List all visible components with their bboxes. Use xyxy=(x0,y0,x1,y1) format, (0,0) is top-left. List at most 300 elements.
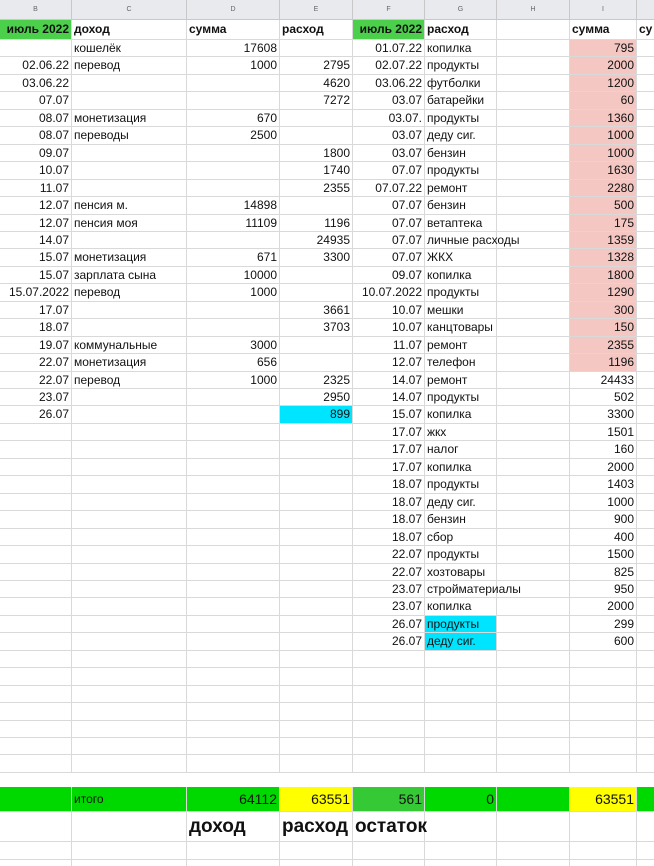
cell-income-amount[interactable] xyxy=(187,546,280,564)
column-header-h[interactable]: H xyxy=(497,0,570,20)
cell-empty[interactable] xyxy=(280,860,353,866)
cell-income-amount[interactable] xyxy=(187,459,280,476)
cell-income-amount[interactable]: 670 xyxy=(187,110,280,127)
cell-empty[interactable] xyxy=(497,494,570,511)
cell-date-2[interactable]: 07.07 xyxy=(353,232,425,249)
cell-date-1[interactable] xyxy=(0,476,72,494)
cell-expense[interactable]: 899 xyxy=(280,406,353,424)
cell-date-2[interactable]: 03.07. xyxy=(353,110,425,127)
total-remainder[interactable]: 561 xyxy=(353,787,425,812)
cell-income-name[interactable] xyxy=(72,92,187,110)
cell-income-name[interactable] xyxy=(72,476,187,494)
cell-income-name[interactable] xyxy=(72,406,187,424)
cell-empty[interactable] xyxy=(570,738,637,755)
cell-empty[interactable] xyxy=(637,389,654,406)
cell-date-2[interactable]: 03.07 xyxy=(353,145,425,162)
cell-expense-name[interactable]: налог xyxy=(425,441,497,459)
cell-empty[interactable] xyxy=(497,354,570,372)
cell-empty[interactable] xyxy=(72,668,187,686)
cell-date-1[interactable]: 19.07 xyxy=(0,337,72,354)
cell-empty[interactable] xyxy=(497,738,570,755)
cell-amount[interactable]: 1359 xyxy=(570,232,637,249)
cell-income-amount[interactable] xyxy=(187,494,280,511)
cell-expense[interactable] xyxy=(280,581,353,598)
cell-amount[interactable]: 1360 xyxy=(570,110,637,127)
cell-empty[interactable] xyxy=(637,598,654,616)
cell-income-name[interactable]: зарплата сына xyxy=(72,267,187,284)
cell-empty[interactable] xyxy=(637,703,654,721)
cell-amount[interactable]: 2000 xyxy=(570,598,637,616)
cell-empty[interactable] xyxy=(353,668,425,686)
cell-empty[interactable] xyxy=(353,703,425,721)
cell-empty[interactable] xyxy=(497,476,570,494)
cell-date-2[interactable]: 14.07 xyxy=(353,372,425,389)
cell-amount[interactable]: 299 xyxy=(570,616,637,633)
cell-empty[interactable] xyxy=(72,755,187,773)
cell-empty[interactable] xyxy=(637,75,654,92)
cell-date-2[interactable]: 18.07 xyxy=(353,476,425,494)
cell-date-1[interactable]: 08.07 xyxy=(0,110,72,127)
cell-empty[interactable] xyxy=(72,738,187,755)
total-edge[interactable] xyxy=(637,787,654,812)
cell-expense-name[interactable]: канцтовары xyxy=(425,319,497,337)
cell-expense[interactable]: 3300 xyxy=(280,249,353,267)
cell-empty[interactable] xyxy=(187,860,280,866)
cell-income-amount[interactable] xyxy=(187,476,280,494)
cell-date-1[interactable]: 26.07 xyxy=(0,406,72,424)
cell-expense[interactable] xyxy=(280,110,353,127)
cell-empty[interactable] xyxy=(353,842,425,860)
cell-expense[interactable]: 4620 xyxy=(280,75,353,92)
footer-empty[interactable] xyxy=(497,812,570,842)
cell-date-2[interactable]: 26.07 xyxy=(353,633,425,651)
cell-income-name[interactable] xyxy=(72,564,187,581)
column-header-d[interactable]: D xyxy=(187,0,280,20)
cell-empty[interactable] xyxy=(637,180,654,197)
cell-expense[interactable]: 2325 xyxy=(280,372,353,389)
cell-empty[interactable] xyxy=(497,564,570,581)
cell-empty[interactable] xyxy=(570,703,637,721)
cell-empty[interactable] xyxy=(637,633,654,651)
cell-empty[interactable] xyxy=(497,459,570,476)
cell-empty[interactable] xyxy=(637,197,654,215)
cell-empty[interactable] xyxy=(497,180,570,197)
cell-income-amount[interactable] xyxy=(187,180,280,197)
cell-date-2[interactable]: 23.07 xyxy=(353,581,425,598)
cell-date-1[interactable] xyxy=(0,494,72,511)
cell-date-1[interactable] xyxy=(0,546,72,564)
cell-date-1[interactable]: 15.07 xyxy=(0,267,72,284)
cell-empty[interactable] xyxy=(497,842,570,860)
cell-empty[interactable] xyxy=(497,267,570,284)
cell-date-1[interactable]: 12.07 xyxy=(0,197,72,215)
cell-empty[interactable] xyxy=(497,721,570,738)
cell-date-2[interactable]: 18.07 xyxy=(353,494,425,511)
cell-date-2[interactable]: 07.07 xyxy=(353,197,425,215)
column-header-j[interactable] xyxy=(637,0,654,20)
cell-empty[interactable] xyxy=(570,651,637,668)
cell-amount[interactable]: 1630 xyxy=(570,162,637,180)
cell-empty[interactable] xyxy=(637,511,654,529)
cell-date-1[interactable] xyxy=(0,529,72,546)
cell-income-amount[interactable] xyxy=(187,406,280,424)
cell-income-name[interactable] xyxy=(72,389,187,406)
cell-empty[interactable] xyxy=(637,738,654,755)
cell-empty[interactable] xyxy=(497,511,570,529)
cell-date-2[interactable]: 22.07 xyxy=(353,564,425,581)
cell-amount[interactable]: 150 xyxy=(570,319,637,337)
cell-date-1[interactable]: 11.07 xyxy=(0,180,72,197)
cell-expense-name[interactable]: батарейки xyxy=(425,92,497,110)
cell-empty[interactable] xyxy=(497,215,570,232)
cell-date-2[interactable]: 14.07 xyxy=(353,389,425,406)
cell-empty[interactable] xyxy=(425,755,497,773)
cell-expense-name[interactable]: продукты xyxy=(425,389,497,406)
cell-income-name[interactable]: перевод xyxy=(72,284,187,302)
cell-date-1[interactable]: 23.07 xyxy=(0,389,72,406)
cell-income-amount[interactable]: 3000 xyxy=(187,337,280,354)
cell-amount[interactable]: 1403 xyxy=(570,476,637,494)
cell-amount[interactable]: 1000 xyxy=(570,127,637,145)
cell-income-amount[interactable] xyxy=(187,633,280,651)
header-amount-2[interactable]: сумма xyxy=(570,20,637,40)
cell-amount[interactable]: 825 xyxy=(570,564,637,581)
total-expense[interactable]: 63551 xyxy=(280,787,353,812)
cell-date-2[interactable]: 15.07 xyxy=(353,406,425,424)
cell-empty[interactable] xyxy=(187,755,280,773)
cell-expense[interactable] xyxy=(280,476,353,494)
cell-date-2[interactable]: 07.07 xyxy=(353,162,425,180)
cell-empty[interactable] xyxy=(187,686,280,703)
cell-expense[interactable] xyxy=(280,546,353,564)
cell-expense-name[interactable]: продукты xyxy=(425,110,497,127)
cell-expense[interactable] xyxy=(280,616,353,633)
cell-date-2[interactable]: 10.07 xyxy=(353,319,425,337)
cell-income-amount[interactable] xyxy=(187,162,280,180)
cell-date-2[interactable]: 10.07.2022 xyxy=(353,284,425,302)
cell-expense[interactable] xyxy=(280,511,353,529)
cell-expense-name[interactable]: ветаптека xyxy=(425,215,497,232)
cell-expense-name[interactable]: деду сиг. xyxy=(425,494,497,511)
cell-empty[interactable] xyxy=(187,842,280,860)
cell-expense[interactable] xyxy=(280,459,353,476)
cell-date-2[interactable]: 01.07.22 xyxy=(353,40,425,57)
cell-empty[interactable] xyxy=(280,738,353,755)
column-header-i[interactable]: I xyxy=(570,0,637,20)
cell-expense-name[interactable]: хозтовары xyxy=(425,564,497,581)
cell-empty[interactable] xyxy=(0,703,72,721)
cell-empty[interactable] xyxy=(72,842,187,860)
cell-income-name[interactable] xyxy=(72,319,187,337)
cell-expense[interactable] xyxy=(280,441,353,459)
cell-amount[interactable]: 1200 xyxy=(570,75,637,92)
cell-amount[interactable]: 2280 xyxy=(570,180,637,197)
cell-expense-name[interactable]: ремонт xyxy=(425,337,497,354)
cell-empty[interactable] xyxy=(280,721,353,738)
cell-date-1[interactable] xyxy=(0,564,72,581)
header-date-2[interactable]: июль 2022 xyxy=(353,20,425,40)
cell-empty[interactable] xyxy=(497,389,570,406)
cell-empty[interactable] xyxy=(637,616,654,633)
cell-empty[interactable] xyxy=(0,721,72,738)
cell-empty[interactable] xyxy=(497,110,570,127)
header-expense[interactable]: расход xyxy=(280,20,353,40)
cell-empty[interactable] xyxy=(637,459,654,476)
cell-income-amount[interactable] xyxy=(187,302,280,319)
cell-empty[interactable] xyxy=(187,738,280,755)
cell-date-2[interactable]: 22.07 xyxy=(353,546,425,564)
cell-income-name[interactable]: монетизация xyxy=(72,249,187,267)
cell-income-name[interactable] xyxy=(72,302,187,319)
footer-income-word[interactable]: доход xyxy=(187,812,280,842)
cell-date-1[interactable] xyxy=(0,598,72,616)
cell-empty[interactable] xyxy=(637,441,654,459)
cell-empty[interactable] xyxy=(497,529,570,546)
cell-date-2[interactable]: 03.06.22 xyxy=(353,75,425,92)
footer-empty[interactable] xyxy=(72,812,187,842)
cell-date-1[interactable] xyxy=(0,511,72,529)
cell-amount[interactable]: 400 xyxy=(570,529,637,546)
cell-empty[interactable] xyxy=(497,319,570,337)
cell-expense[interactable] xyxy=(280,529,353,546)
cell-income-name[interactable] xyxy=(72,616,187,633)
cell-date-1[interactable]: 15.07 xyxy=(0,249,72,267)
cell-date-1[interactable]: 09.07 xyxy=(0,145,72,162)
cell-expense-name[interactable]: футболки xyxy=(425,75,497,92)
cell-expense[interactable]: 24935 xyxy=(280,232,353,249)
cell-income-name[interactable]: перевод xyxy=(72,57,187,75)
cell-income-name[interactable] xyxy=(72,441,187,459)
cell-empty[interactable] xyxy=(497,755,570,773)
cell-empty[interactable] xyxy=(637,476,654,494)
cell-expense-name[interactable]: копилка xyxy=(425,459,497,476)
cell-expense-name[interactable]: ремонт xyxy=(425,372,497,389)
cell-empty[interactable] xyxy=(425,686,497,703)
cell-empty[interactable] xyxy=(637,564,654,581)
cell-expense[interactable] xyxy=(280,197,353,215)
cell-income-name[interactable] xyxy=(72,145,187,162)
cell-expense[interactable] xyxy=(280,598,353,616)
cell-date-1[interactable]: 15.07.2022 xyxy=(0,284,72,302)
cell-empty[interactable] xyxy=(187,703,280,721)
cell-expense-name[interactable]: сбор xyxy=(425,529,497,546)
cell-empty[interactable] xyxy=(637,232,654,249)
cell-empty[interactable] xyxy=(637,686,654,703)
cell-amount[interactable]: 2000 xyxy=(570,57,637,75)
cell-amount[interactable]: 24433 xyxy=(570,372,637,389)
cell-empty[interactable] xyxy=(0,651,72,668)
cell-amount[interactable]: 500 xyxy=(570,197,637,215)
cell-amount[interactable]: 175 xyxy=(570,215,637,232)
cell-date-2[interactable]: 12.07 xyxy=(353,354,425,372)
cell-date-2[interactable]: 17.07 xyxy=(353,441,425,459)
total-blank[interactable] xyxy=(0,787,72,812)
cell-empty[interactable] xyxy=(187,651,280,668)
cell-date-2[interactable]: 23.07 xyxy=(353,598,425,616)
cell-empty[interactable] xyxy=(425,860,497,866)
cell-empty[interactable] xyxy=(0,755,72,773)
footer-remainder-word[interactable]: остаток xyxy=(353,812,425,842)
cell-empty[interactable] xyxy=(497,581,570,598)
cell-empty[interactable] xyxy=(637,145,654,162)
cell-empty[interactable] xyxy=(570,686,637,703)
cell-date-1[interactable] xyxy=(0,424,72,441)
cell-empty[interactable] xyxy=(497,616,570,633)
cell-expense[interactable]: 1196 xyxy=(280,215,353,232)
cell-empty[interactable] xyxy=(353,686,425,703)
cell-expense[interactable]: 1740 xyxy=(280,162,353,180)
cell-amount[interactable]: 900 xyxy=(570,511,637,529)
cell-date-1[interactable] xyxy=(0,616,72,633)
column-header-b[interactable]: B xyxy=(0,0,72,20)
cell-income-name[interactable] xyxy=(72,232,187,249)
cell-empty[interactable] xyxy=(637,529,654,546)
cell-empty[interactable] xyxy=(72,651,187,668)
cell-empty[interactable] xyxy=(637,40,654,57)
cell-empty[interactable] xyxy=(637,354,654,372)
cell-empty[interactable] xyxy=(72,860,187,866)
cell-expense[interactable] xyxy=(280,424,353,441)
cell-amount[interactable]: 1290 xyxy=(570,284,637,302)
cell-empty[interactable] xyxy=(637,651,654,668)
cell-empty[interactable] xyxy=(353,738,425,755)
cell-date-2[interactable]: 17.07 xyxy=(353,459,425,476)
cell-empty[interactable] xyxy=(637,755,654,773)
cell-amount[interactable]: 502 xyxy=(570,389,637,406)
cell-expense[interactable]: 2950 xyxy=(280,389,353,406)
cell-empty[interactable] xyxy=(0,668,72,686)
cell-expense[interactable] xyxy=(280,564,353,581)
cell-expense[interactable]: 7272 xyxy=(280,92,353,110)
cell-income-amount[interactable] xyxy=(187,441,280,459)
cell-expense[interactable] xyxy=(280,284,353,302)
total-expense-2[interactable]: 63551 xyxy=(570,787,637,812)
cell-empty[interactable] xyxy=(637,57,654,75)
cell-date-2[interactable]: 10.07 xyxy=(353,302,425,319)
cell-date-1[interactable] xyxy=(0,40,72,57)
cell-date-1[interactable] xyxy=(0,581,72,598)
cell-empty[interactable] xyxy=(637,494,654,511)
cell-empty[interactable] xyxy=(637,721,654,738)
cell-empty[interactable] xyxy=(637,860,654,866)
cell-empty[interactable] xyxy=(497,232,570,249)
cell-empty[interactable] xyxy=(637,424,654,441)
cell-expense[interactable]: 3703 xyxy=(280,319,353,337)
cell-empty[interactable] xyxy=(637,546,654,564)
cell-empty[interactable] xyxy=(497,406,570,424)
cell-empty[interactable] xyxy=(280,686,353,703)
cell-income-name[interactable] xyxy=(72,511,187,529)
cell-empty[interactable] xyxy=(497,546,570,564)
cell-empty[interactable] xyxy=(425,842,497,860)
cell-date-2[interactable]: 03.07 xyxy=(353,92,425,110)
cell-expense[interactable] xyxy=(280,127,353,145)
cell-expense[interactable] xyxy=(280,337,353,354)
cell-date-1[interactable]: 17.07 xyxy=(0,302,72,319)
cell-empty[interactable] xyxy=(72,703,187,721)
header-amount-1[interactable]: сумма xyxy=(187,20,280,40)
cell-empty[interactable] xyxy=(497,703,570,721)
cell-empty[interactable] xyxy=(497,668,570,686)
cell-income-amount[interactable]: 1000 xyxy=(187,57,280,75)
cell-income-amount[interactable]: 2500 xyxy=(187,127,280,145)
cell-date-2[interactable]: 07.07 xyxy=(353,249,425,267)
cell-empty[interactable] xyxy=(497,686,570,703)
cell-expense[interactable]: 2795 xyxy=(280,57,353,75)
cell-amount[interactable]: 600 xyxy=(570,633,637,651)
cell-empty[interactable] xyxy=(425,703,497,721)
cell-amount[interactable]: 300 xyxy=(570,302,637,319)
cell-date-1[interactable] xyxy=(0,441,72,459)
cell-empty[interactable] xyxy=(280,703,353,721)
cell-income-amount[interactable] xyxy=(187,424,280,441)
cell-empty[interactable] xyxy=(353,651,425,668)
cell-income-name[interactable]: коммунальные xyxy=(72,337,187,354)
cell-empty[interactable] xyxy=(637,581,654,598)
cell-empty[interactable] xyxy=(637,249,654,267)
cell-date-2[interactable]: 18.07 xyxy=(353,529,425,546)
cell-expense-name[interactable]: деду сиг. xyxy=(425,127,497,145)
cell-empty[interactable] xyxy=(637,302,654,319)
total-income[interactable]: 64112 xyxy=(187,787,280,812)
cell-date-1[interactable]: 14.07 xyxy=(0,232,72,249)
cell-expense[interactable] xyxy=(280,633,353,651)
cell-empty[interactable] xyxy=(497,860,570,866)
cell-empty[interactable] xyxy=(637,215,654,232)
column-header-e[interactable]: E xyxy=(280,0,353,20)
cell-empty[interactable] xyxy=(0,686,72,703)
cell-date-2[interactable]: 03.07 xyxy=(353,127,425,145)
cell-expense-name[interactable]: стройматериалы xyxy=(427,582,521,596)
cell-expense-name[interactable]: личные расходы xyxy=(427,233,520,247)
cell-empty[interactable] xyxy=(637,319,654,337)
cell-empty[interactable] xyxy=(497,337,570,354)
cell-income-name[interactable]: монетизация xyxy=(72,110,187,127)
cell-income-amount[interactable]: 1000 xyxy=(187,372,280,389)
cell-empty[interactable] xyxy=(497,57,570,75)
cell-empty[interactable] xyxy=(497,75,570,92)
footer-empty[interactable] xyxy=(637,812,654,842)
cell-empty[interactable] xyxy=(353,721,425,738)
cell-income-amount[interactable] xyxy=(187,529,280,546)
cell-income-amount[interactable]: 671 xyxy=(187,249,280,267)
cell-income-name[interactable] xyxy=(72,494,187,511)
cell-expense-name[interactable]: продукты xyxy=(425,284,497,302)
column-header-f[interactable]: F xyxy=(353,0,425,20)
cell-expense[interactable]: 1800 xyxy=(280,145,353,162)
cell-expense-name[interactable]: жкх xyxy=(425,424,497,441)
cell-empty[interactable] xyxy=(497,441,570,459)
cell-date-1[interactable]: 22.07 xyxy=(0,354,72,372)
cell-income-name[interactable]: переводы xyxy=(72,127,187,145)
cell-empty[interactable] xyxy=(0,860,72,866)
cell-expense-name[interactable]: копилка xyxy=(425,406,497,424)
cell-income-name[interactable] xyxy=(72,581,187,598)
cell-amount[interactable]: 1501 xyxy=(570,424,637,441)
cell-income-amount[interactable] xyxy=(187,75,280,92)
cell-expense-name[interactable]: бензин xyxy=(425,145,497,162)
cell-empty[interactable] xyxy=(497,249,570,267)
cell-date-1[interactable]: 08.07 xyxy=(0,127,72,145)
cell-date-2[interactable]: 17.07 xyxy=(353,424,425,441)
cell-amount[interactable]: 2000 xyxy=(570,459,637,476)
cell-empty[interactable] xyxy=(497,127,570,145)
header-empty[interactable] xyxy=(497,20,570,40)
cell-empty[interactable] xyxy=(497,92,570,110)
cell-date-1[interactable]: 12.07 xyxy=(0,215,72,232)
cell-empty[interactable] xyxy=(280,755,353,773)
cell-empty[interactable] xyxy=(637,406,654,424)
